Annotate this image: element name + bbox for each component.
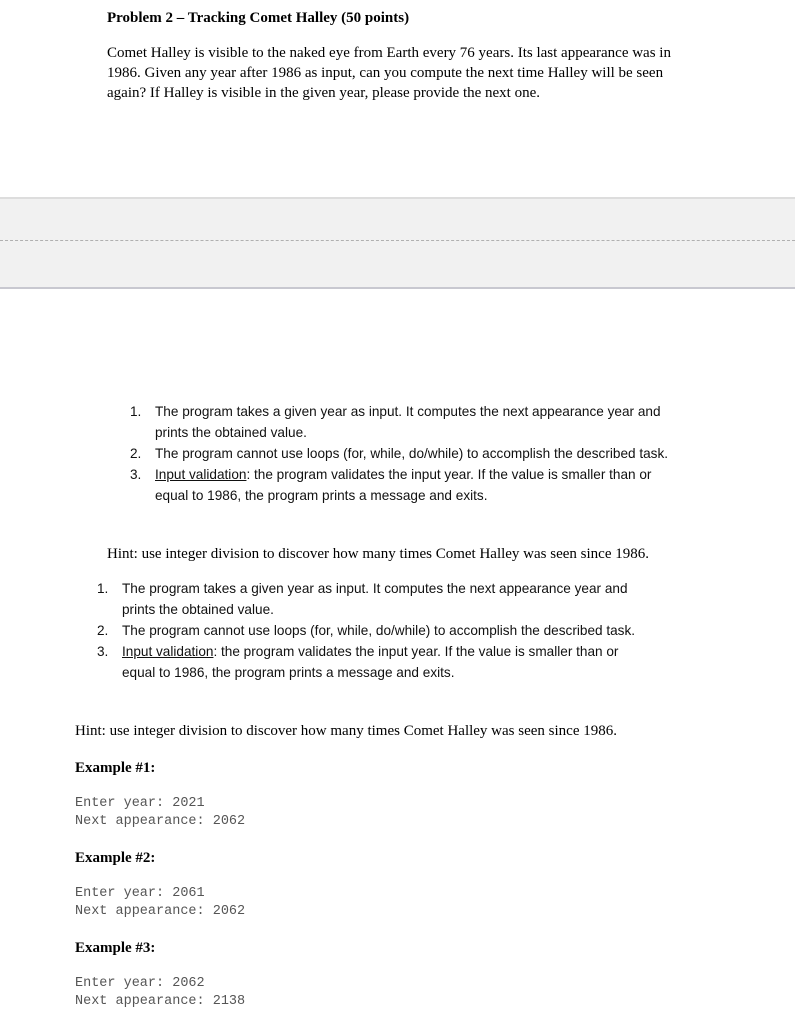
list-item: 3. Input validation: the program validates the input year. If the value is smaller than or equal to 1986, the program prints a message and exits. bbox=[130, 467, 652, 503]
example-3-code: Enter year: 2062 Next appearance: 2138 bbox=[75, 976, 246, 1009]
requirements-list-2 bbox=[97, 578, 652, 683]
list-item: 3. Input validation: the program validates the input year. If the value is smaller than or equal to 1986, the program prints a message and exits. bbox=[97, 644, 619, 680]
problem-title: Problem 2 – Tracking Comet Halley (50 points) bbox=[107, 10, 410, 26]
example-1-code: Enter year: 2021 Next appearance: 2062 bbox=[75, 796, 246, 829]
list-item: 1. The program takes a given year as input. It computes the next appearance year and prints the obtained value. bbox=[97, 581, 628, 617]
dashed-divider bbox=[0, 240, 795, 241]
list-item: 2. The program cannot use loops (for, while, do/while) to accomplish the described task. bbox=[97, 623, 636, 638]
example-2-code: Enter year: 2061 Next appearance: 2062 bbox=[75, 886, 246, 919]
example-3-title: Example #3: bbox=[75, 940, 156, 956]
list-item: 2. The program cannot use loops (for, while, do/while) to accomplish the described task. bbox=[130, 446, 669, 461]
gray-band bbox=[0, 197, 795, 289]
intro-paragraph: Comet Halley is visible to the naked eye from Earth every 76 years. Its last appearance was in 1986. Given any year after 1986 as input, can you compute the next time Halley will be seen again? If Halley is visible in the given year, please provide the next one. bbox=[107, 45, 671, 101]
example-2-title: Example #2: bbox=[75, 850, 156, 866]
input-validation-label: Input validation bbox=[155, 467, 247, 482]
example-1-title: Example #1: bbox=[75, 760, 156, 776]
hint-1: Hint: use integer division to discover how many times Comet Halley was seen since 1986. bbox=[107, 546, 649, 562]
requirements-list-1 bbox=[130, 401, 685, 506]
input-validation-label: Input validation bbox=[122, 644, 214, 659]
hint-2: Hint: use integer division to discover how many times Comet Halley was seen since 1986. bbox=[75, 723, 617, 739]
list-item: 1. The program takes a given year as input. It computes the next appearance year and prints the obtained value. bbox=[130, 404, 661, 440]
